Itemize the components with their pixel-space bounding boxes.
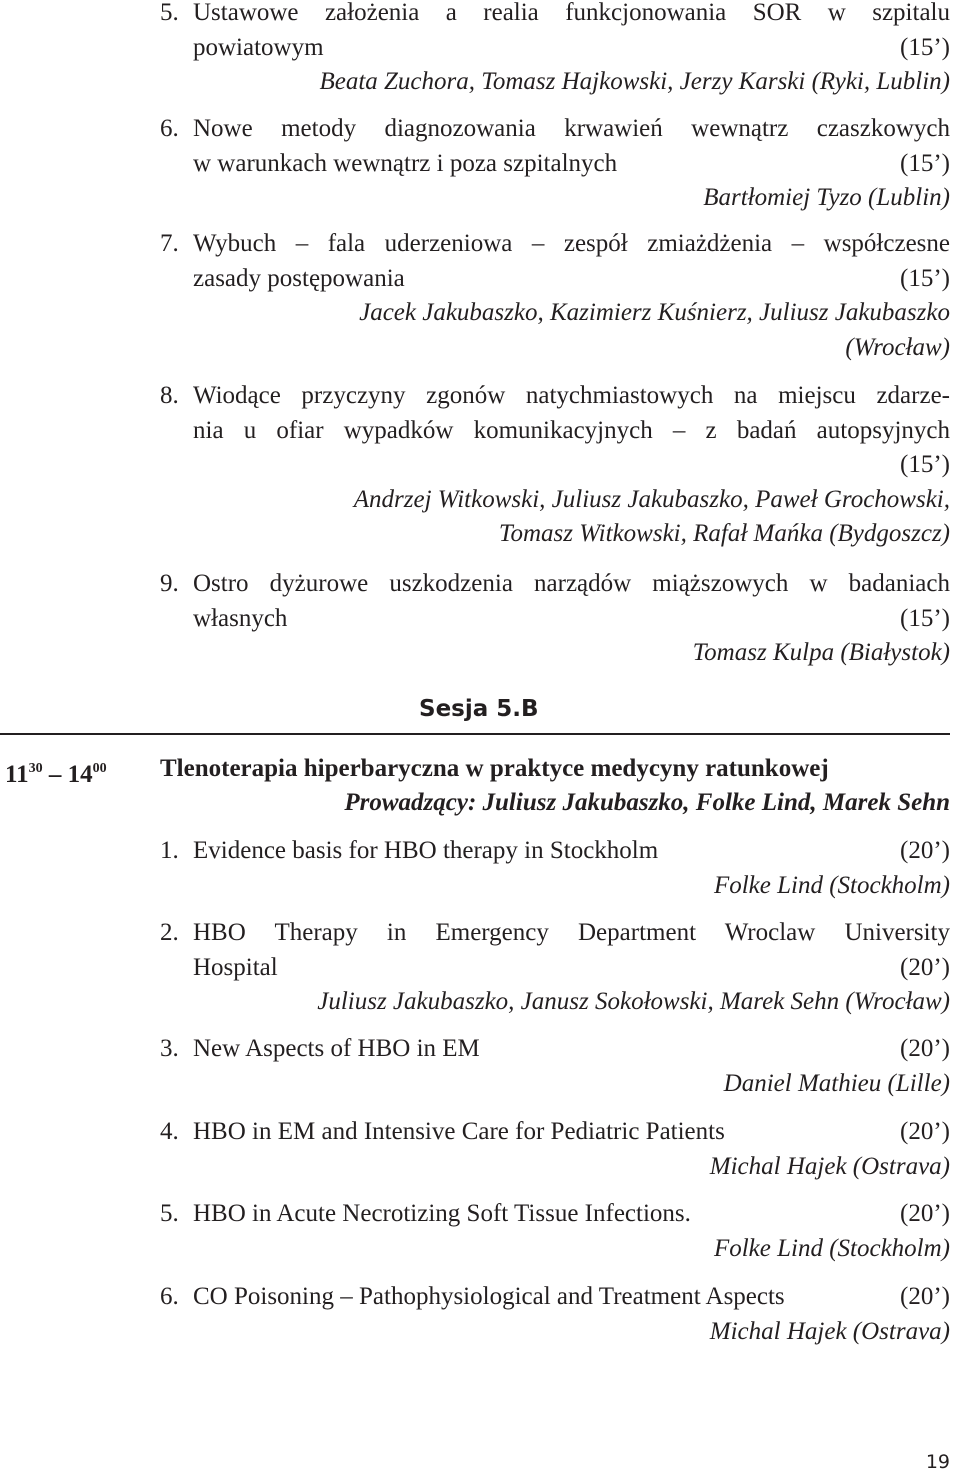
- item-authors: Andrzej Witkowski, Juliusz Jakubaszko, Paweł Grochowski,: [353, 485, 950, 513]
- program-item: [160, 227, 950, 365]
- item-authors: (Wrocław): [845, 333, 950, 361]
- program-item: [160, 567, 950, 671]
- item-authors: Michal Hajek (Ostrava): [709, 1317, 950, 1345]
- item-title-line: własnych: [193, 604, 288, 632]
- item-number: 5.: [160, 1200, 179, 1227]
- item-title-line: Wiodące przyczyny zgonów natychmiastowych na miejscu zdarze-: [193, 382, 950, 409]
- item-duration: (20’): [900, 1118, 950, 1145]
- program-item: [160, 834, 950, 903]
- item-title-line: Nowe metody diagnozowania krwawień wewnątrz czaszkowych: [193, 115, 950, 142]
- item-number: 2.: [160, 919, 179, 946]
- program-item: [160, 1115, 950, 1184]
- item-title-line: Ustawowe założenia a realia funkcjonowania SOR w szpitalu: [193, 0, 950, 26]
- item-authors: Michal Hajek (Ostrava): [709, 1152, 950, 1180]
- item-number: 7.: [160, 230, 179, 257]
- item-title-line: New Aspects of HBO in EM: [193, 1035, 480, 1062]
- program-item: [160, 1032, 950, 1101]
- session-title: Tlenoterapia hiperbaryczna w praktyce medycyny ratunkowej: [160, 755, 829, 782]
- item-number: 4.: [160, 1118, 179, 1145]
- session-time: $11^{30} - 14^{00}$: [5, 761, 107, 788]
- item-duration: (20’): [900, 837, 950, 864]
- item-title-line: powiatowym: [193, 33, 324, 61]
- program-item: [160, 112, 950, 216]
- item-authors: Folke Lind (Stockholm): [713, 871, 950, 899]
- item-authors: Bartłomiej Tyzo (Lublin): [703, 184, 950, 211]
- item-duration: (20’): [900, 1200, 950, 1227]
- session-moderators: Prowadzący: Juliusz Jakubaszko, Folke Lind, Marek Sehn: [344, 789, 950, 816]
- item-title-line: Ostro dyżurowe uszkodzenia narządów miąższowych w badaniach: [193, 570, 950, 597]
- item-title-line: Evidence basis for HBO therapy in Stockholm: [193, 837, 659, 864]
- item-title-line: HBO Therapy in Emergency Department Wroclaw University: [193, 919, 950, 946]
- item-duration: (20’): [900, 1035, 950, 1062]
- section-divider: [0, 733, 950, 735]
- program-item: [160, 916, 950, 1020]
- item-duration: (15’): [900, 33, 950, 61]
- program-item: [160, 379, 950, 552]
- item-duration: (15’): [900, 604, 950, 632]
- item-title-line: HBO in Acute Necrotizing Soft Tissue Infections.: [193, 1200, 691, 1227]
- item-authors: Tomasz Kulpa (Białystok): [692, 639, 950, 666]
- item-duration: (20’): [900, 953, 950, 981]
- page-number: 19: [925, 1451, 950, 1473]
- item-number: 3.: [160, 1035, 179, 1062]
- item-authors: Daniel Mathieu (Lille): [723, 1069, 950, 1097]
- item-duration: (15’): [900, 264, 950, 292]
- item-number: 1.: [160, 837, 179, 864]
- item-number: 9.: [160, 570, 179, 597]
- program-item: [160, 1197, 950, 1266]
- item-duration: (20’): [900, 1283, 950, 1310]
- item-number: 6.: [160, 115, 179, 142]
- item-authors: Juliusz Jakubaszko, Janusz Sokołowski, Marek Sehn (Wrocław): [317, 988, 950, 1015]
- item-title-line: HBO in EM and Intensive Care for Pediatric Patients: [193, 1118, 725, 1145]
- item-authors: Beata Zuchora, Tomasz Hajkowski, Jerzy Karski (Ryki, Lublin): [319, 68, 950, 95]
- item-title-line: nia u ofiar wypadków komunikacyjnych – z badań autopsyjnych: [193, 416, 950, 444]
- item-number: 8.: [160, 382, 179, 409]
- item-title-line: w warunkach wewnątrz i poza szpitalnych: [193, 149, 618, 177]
- item-number: 6.: [160, 1283, 179, 1310]
- item-number: 5.: [160, 0, 179, 26]
- item-title-line: zasady postępowania: [193, 264, 405, 292]
- item-authors: Jacek Jakubaszko, Kazimierz Kuśnierz, Juliusz Jakubaszko: [359, 299, 950, 326]
- session-label: Sesja 5.B: [419, 696, 539, 722]
- item-duration: (15’): [900, 149, 950, 177]
- item-duration: (15’): [900, 451, 950, 478]
- item-authors: Tomasz Witkowski, Rafał Mańka (Bydgoszcz): [498, 520, 950, 547]
- program-item: [160, 1280, 950, 1349]
- item-title-line: Wybuch – fala uderzeniowa – zespół zmiażdżenia – współczesne: [193, 230, 950, 257]
- item-title-line: Hospital: [193, 953, 278, 981]
- item-authors: Folke Lind (Stockholm): [713, 1234, 950, 1262]
- item-title-line: CO Poisoning – Pathophysiological and Treatment Aspects: [193, 1283, 785, 1310]
- program-item: [160, 0, 950, 100]
